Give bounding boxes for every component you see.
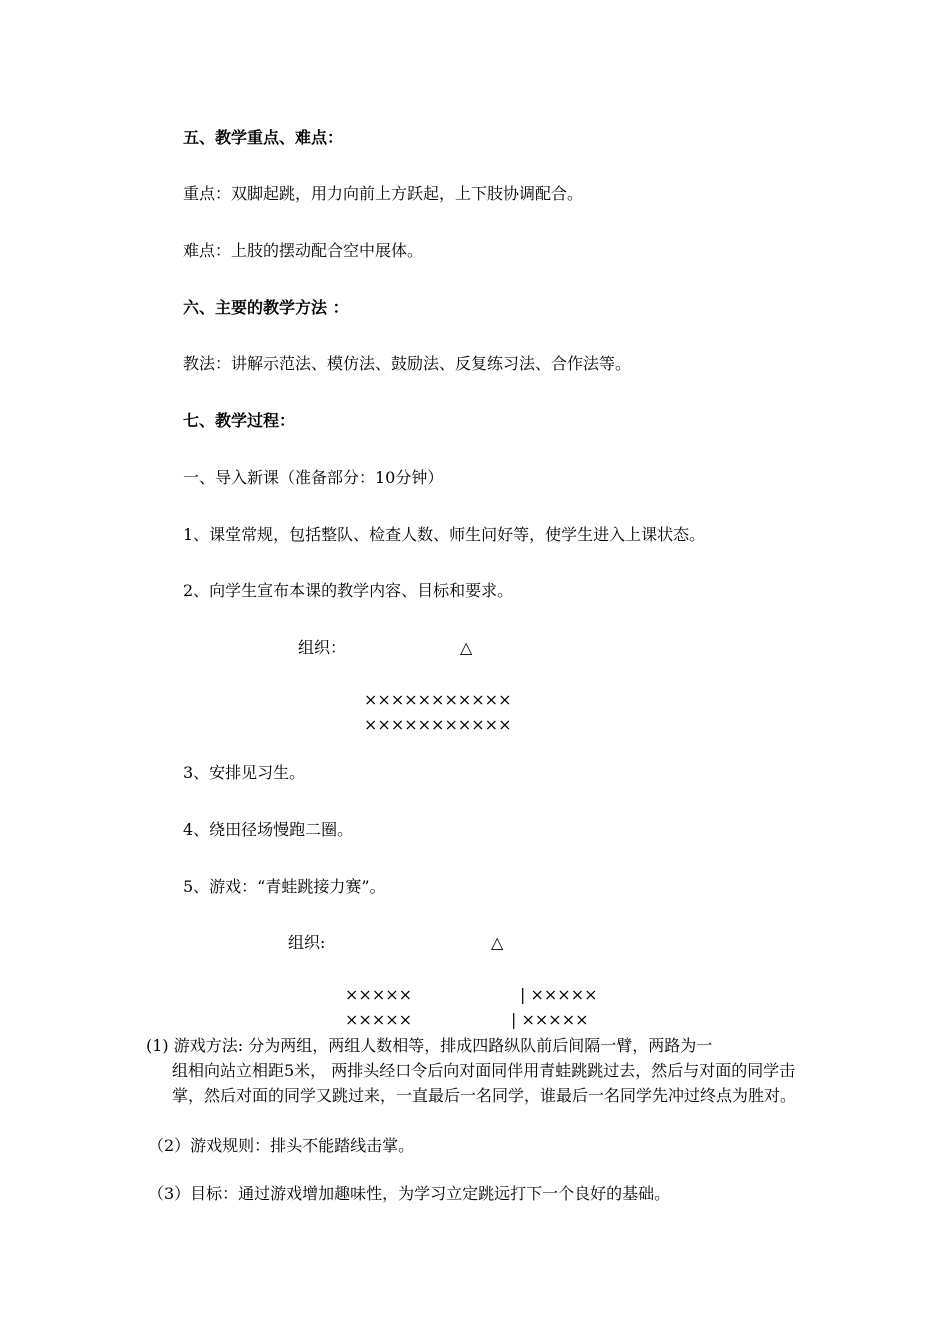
teacher-marker-1: △	[460, 638, 473, 657]
intro-item-4: 4、绕田径场慢跑二圈。	[183, 820, 354, 839]
game-method-first-line: (1) 游戏方法: 分为两组，两组人数相等，排成四路纵队前后间隔一臂，两路为一	[146, 1036, 713, 1055]
game-formation-row-1-right: | ×××××	[520, 985, 598, 1004]
section-5-heading: 五、教学重点、难点：	[183, 128, 344, 147]
key-point-text: 重点：双脚起跳，用力向前上方跃起，上下肢协调配合。	[183, 184, 584, 203]
game-method-paragraph	[146, 1033, 816, 1108]
difficult-point-text: 难点：上肢的摆动配合空中展体。	[183, 241, 424, 260]
intro-item-5: 5、游戏：“青蛙跳接力赛”。	[183, 877, 386, 896]
game-formation-row-2-left: ×××××	[345, 1010, 413, 1029]
teaching-method-text: 教法：讲解示范法、模仿法、鼓励法、反复练习法、合作法等。	[183, 354, 632, 373]
intro-item-2: 2、向学生宣布本课的教学内容、目标和要求。	[183, 581, 514, 600]
intro-item-3: 3、安排见习生。	[183, 763, 306, 782]
teacher-marker-2: △	[491, 933, 504, 952]
intro-item-1: 1、课堂常规，包括整队、检查人数、师生问好等，使学生进入上课状态。	[183, 525, 706, 544]
formation-row-2: ×××××××××××	[364, 715, 512, 734]
game-method-continuation: 组相向站立相距5米， 两排头经口令后向对面同伴用青蛙跳跳过去，然后与对面的同学击掌，然后对面的同学又跳过来，一直最后一名同学，谁最后一名同学先冲过终点为胜对。	[172, 1061, 797, 1105]
section-7-heading: 七、教学过程：	[183, 411, 296, 430]
game-goal-text: （3）目标：通过游戏增加趣味性，为学习立定跳远打下一个良好的基础。	[148, 1184, 671, 1203]
formation-row-1: ×××××××××××	[364, 690, 512, 709]
intro-title: 一、导入新课（准备部分：10分钟）	[183, 468, 444, 487]
organization-label-2: 组织:	[288, 933, 326, 952]
section-6-heading: 六、主要的教学方法 ：	[183, 298, 349, 317]
organization-label-1: 组织：	[298, 638, 347, 657]
game-rules-text: （2）游戏规则：排头不能踏线击掌。	[148, 1136, 415, 1155]
game-formation-row-2-right: | ×××××	[511, 1010, 589, 1029]
game-formation-row-1-left: ×××××	[345, 985, 413, 1004]
